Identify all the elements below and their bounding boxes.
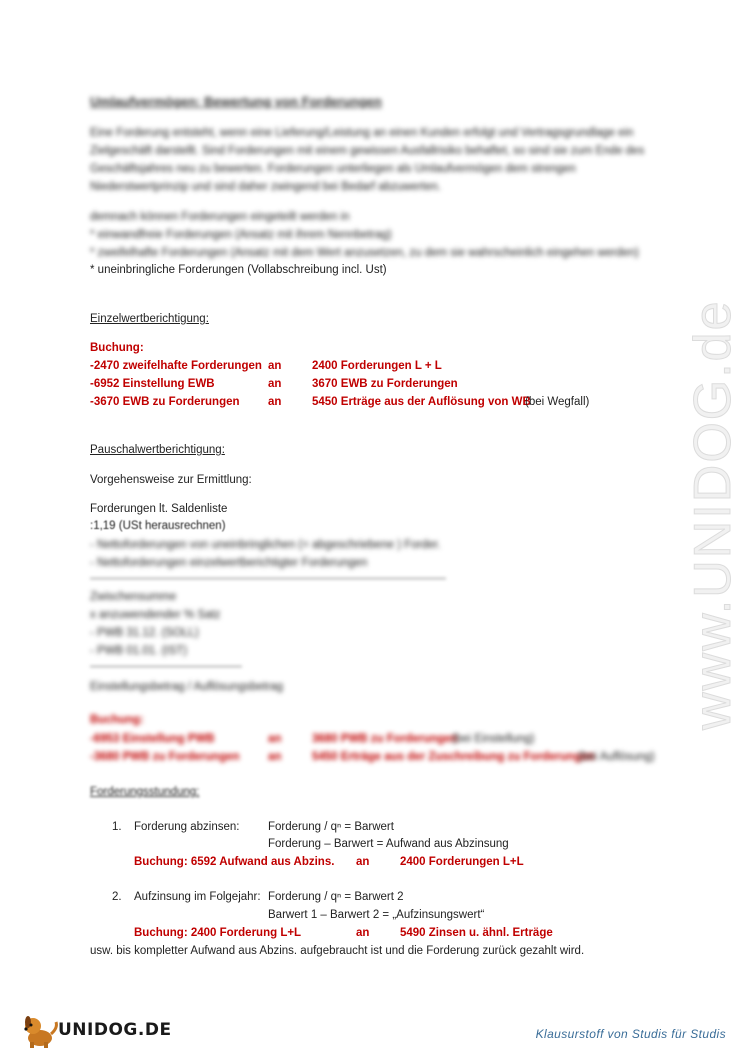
page-title: Umlaufvermögen: Bewertung von Forderungen: [90, 94, 382, 109]
pwb-line: x anzuwendender % Satz: [90, 609, 221, 621]
logo-text: UNIDOG.DE: [58, 1020, 172, 1040]
step-label: Forderung abzinsen:: [134, 821, 240, 833]
pwb-line: Zwischensumme: [90, 591, 177, 603]
pwb-vorgehen: Vorgehensweise zur Ermittlung:: [90, 474, 252, 486]
intro-line: Niederstwertprinzip und sind daher zwingend bei Bedarf abzuwerten.: [90, 181, 441, 193]
watermark-text: www.UNIDOG.de: [684, 299, 742, 730]
watermark: [632, 230, 750, 790]
step-formula: Forderung – Barwert = Aufwand aus Abzinsung: [268, 838, 509, 850]
ewb-debit: -3670 EWB zu Forderungen: [90, 396, 240, 408]
pwb-result: Einstellungsbetrag / Auflösungsbetrag: [90, 681, 284, 693]
pwb-line: - PWB 31.12. (SOLL): [90, 627, 199, 639]
ewb-credit: 2400 Forderungen L + L: [312, 360, 442, 372]
step-formula: Forderung / qⁿ = Barwert 2: [268, 891, 404, 903]
pwb-an: an: [268, 751, 282, 763]
pwb-credit: 5450 Erträge aus der Zuschreibung zu Forderungen: [312, 751, 595, 763]
intro-line: Geschäftsjahres neu zu bewerten. Forderungen unterliegen als Umlaufvermögen dem strengen: [90, 163, 576, 175]
pwb-note: (bei Auflösung): [578, 751, 655, 763]
classification-lead: demnach können Forderungen eingeteilt werden in: [90, 211, 350, 223]
unidog-logo: [22, 1014, 172, 1050]
ewb-note: (bei Wegfall): [525, 396, 590, 408]
pwb-debit: -6953 Einstellung PWB: [90, 733, 215, 745]
pwb-line: :1,19 (USt herausrechnen): [90, 520, 226, 532]
step-formula: Forderung / qⁿ = Barwert: [268, 821, 394, 833]
intro-line: Eine Forderung entsteht, wenn eine Lieferung/Leistung an einen Kunden erfolgt und Vertragsgrundlage ein: [90, 127, 634, 139]
footer-tagline: Klausurstoff von Studis für Studis: [535, 1027, 726, 1041]
ewb-debit: -6952 Einstellung EWB: [90, 378, 215, 390]
ewb-an: an: [268, 378, 282, 390]
step-buchung-debit: Buchung: 6592 Aufwand aus Abzins.: [134, 856, 335, 868]
step-buchung-debit: Buchung: 2400 Forderung L+L: [134, 927, 302, 939]
pwb-credit: 3680 PWB zu Forderungen: [312, 733, 458, 745]
step-label: Aufzinsung im Folgejahr:: [134, 891, 261, 903]
pwb-line: - PWB 01.01. (IST): [90, 645, 188, 657]
stundung-heading: Forderungsstundung:: [90, 786, 200, 798]
intro-line: Zielgeschäft darstellt. Sind Forderungen mit einem gewissen Ausfallrisiko behaftet, so sind sie zum Ende des: [90, 145, 645, 157]
classification-item: * zweifelhafte Forderungen (Ansatz mit dem Wert anzusetzen, zu dem sie wahrscheinlich eingehen werden): [90, 247, 639, 259]
ewb-an: an: [268, 396, 282, 408]
ewb-heading: Einzelwertberichtigung:: [90, 313, 209, 325]
classification-item: * uneinbringliche Forderungen (Vollabschreibung incl. Ust): [90, 264, 387, 276]
step-formula: Barwert 1 – Barwert 2 = „Aufzinsungswert“: [268, 909, 485, 921]
ewb-credit: 3670 EWB zu Forderungen: [312, 378, 458, 390]
ewb-credit: 5450 Erträge aus der Auflösung von WB: [312, 396, 531, 408]
ewb-debit: -2470 zweifelhafte Forderungen: [90, 360, 262, 372]
step-an: an: [356, 856, 370, 868]
pwb-debit: -3680 PWB zu Forderungen: [90, 751, 240, 763]
pwb-an: an: [268, 733, 282, 745]
pwb-line: - Nettoforderungen von uneinbringlichen (= abgeschriebene ) Forder.: [90, 539, 441, 551]
ewb-an: an: [268, 360, 282, 372]
pwb-heading: Pauschalwertberichtigung:: [90, 444, 225, 456]
separator: [90, 578, 446, 579]
ewb-buchung-label: Buchung:: [90, 342, 144, 354]
pwb-buchung-label: Buchung:: [90, 714, 144, 726]
pwb-line: Forderungen lt. Saldenliste: [90, 503, 228, 515]
pwb-line: - Nettoforderungen einzelwertberichtigter Forderungen: [90, 557, 368, 569]
step-buchung-credit: 5490 Zinsen u. ähnl. Erträge: [400, 927, 553, 939]
step-number: 2.: [112, 891, 122, 903]
classification-item: * einwandfreie Forderungen (Ansatz mit ihrem Nennbetrag): [90, 229, 392, 241]
step-an: an: [356, 927, 370, 939]
pwb-note: (bei Einstellung): [452, 733, 535, 745]
step-buchung-credit: 2400 Forderungen L+L: [400, 856, 524, 868]
dog-icon: [22, 1014, 62, 1050]
step-number: 1.: [112, 821, 122, 833]
separator: [90, 666, 242, 667]
stundung-closing: usw. bis kompletter Aufwand aus Abzins. aufgebraucht ist und die Forderung zurück gezahlt wird.: [90, 945, 585, 957]
